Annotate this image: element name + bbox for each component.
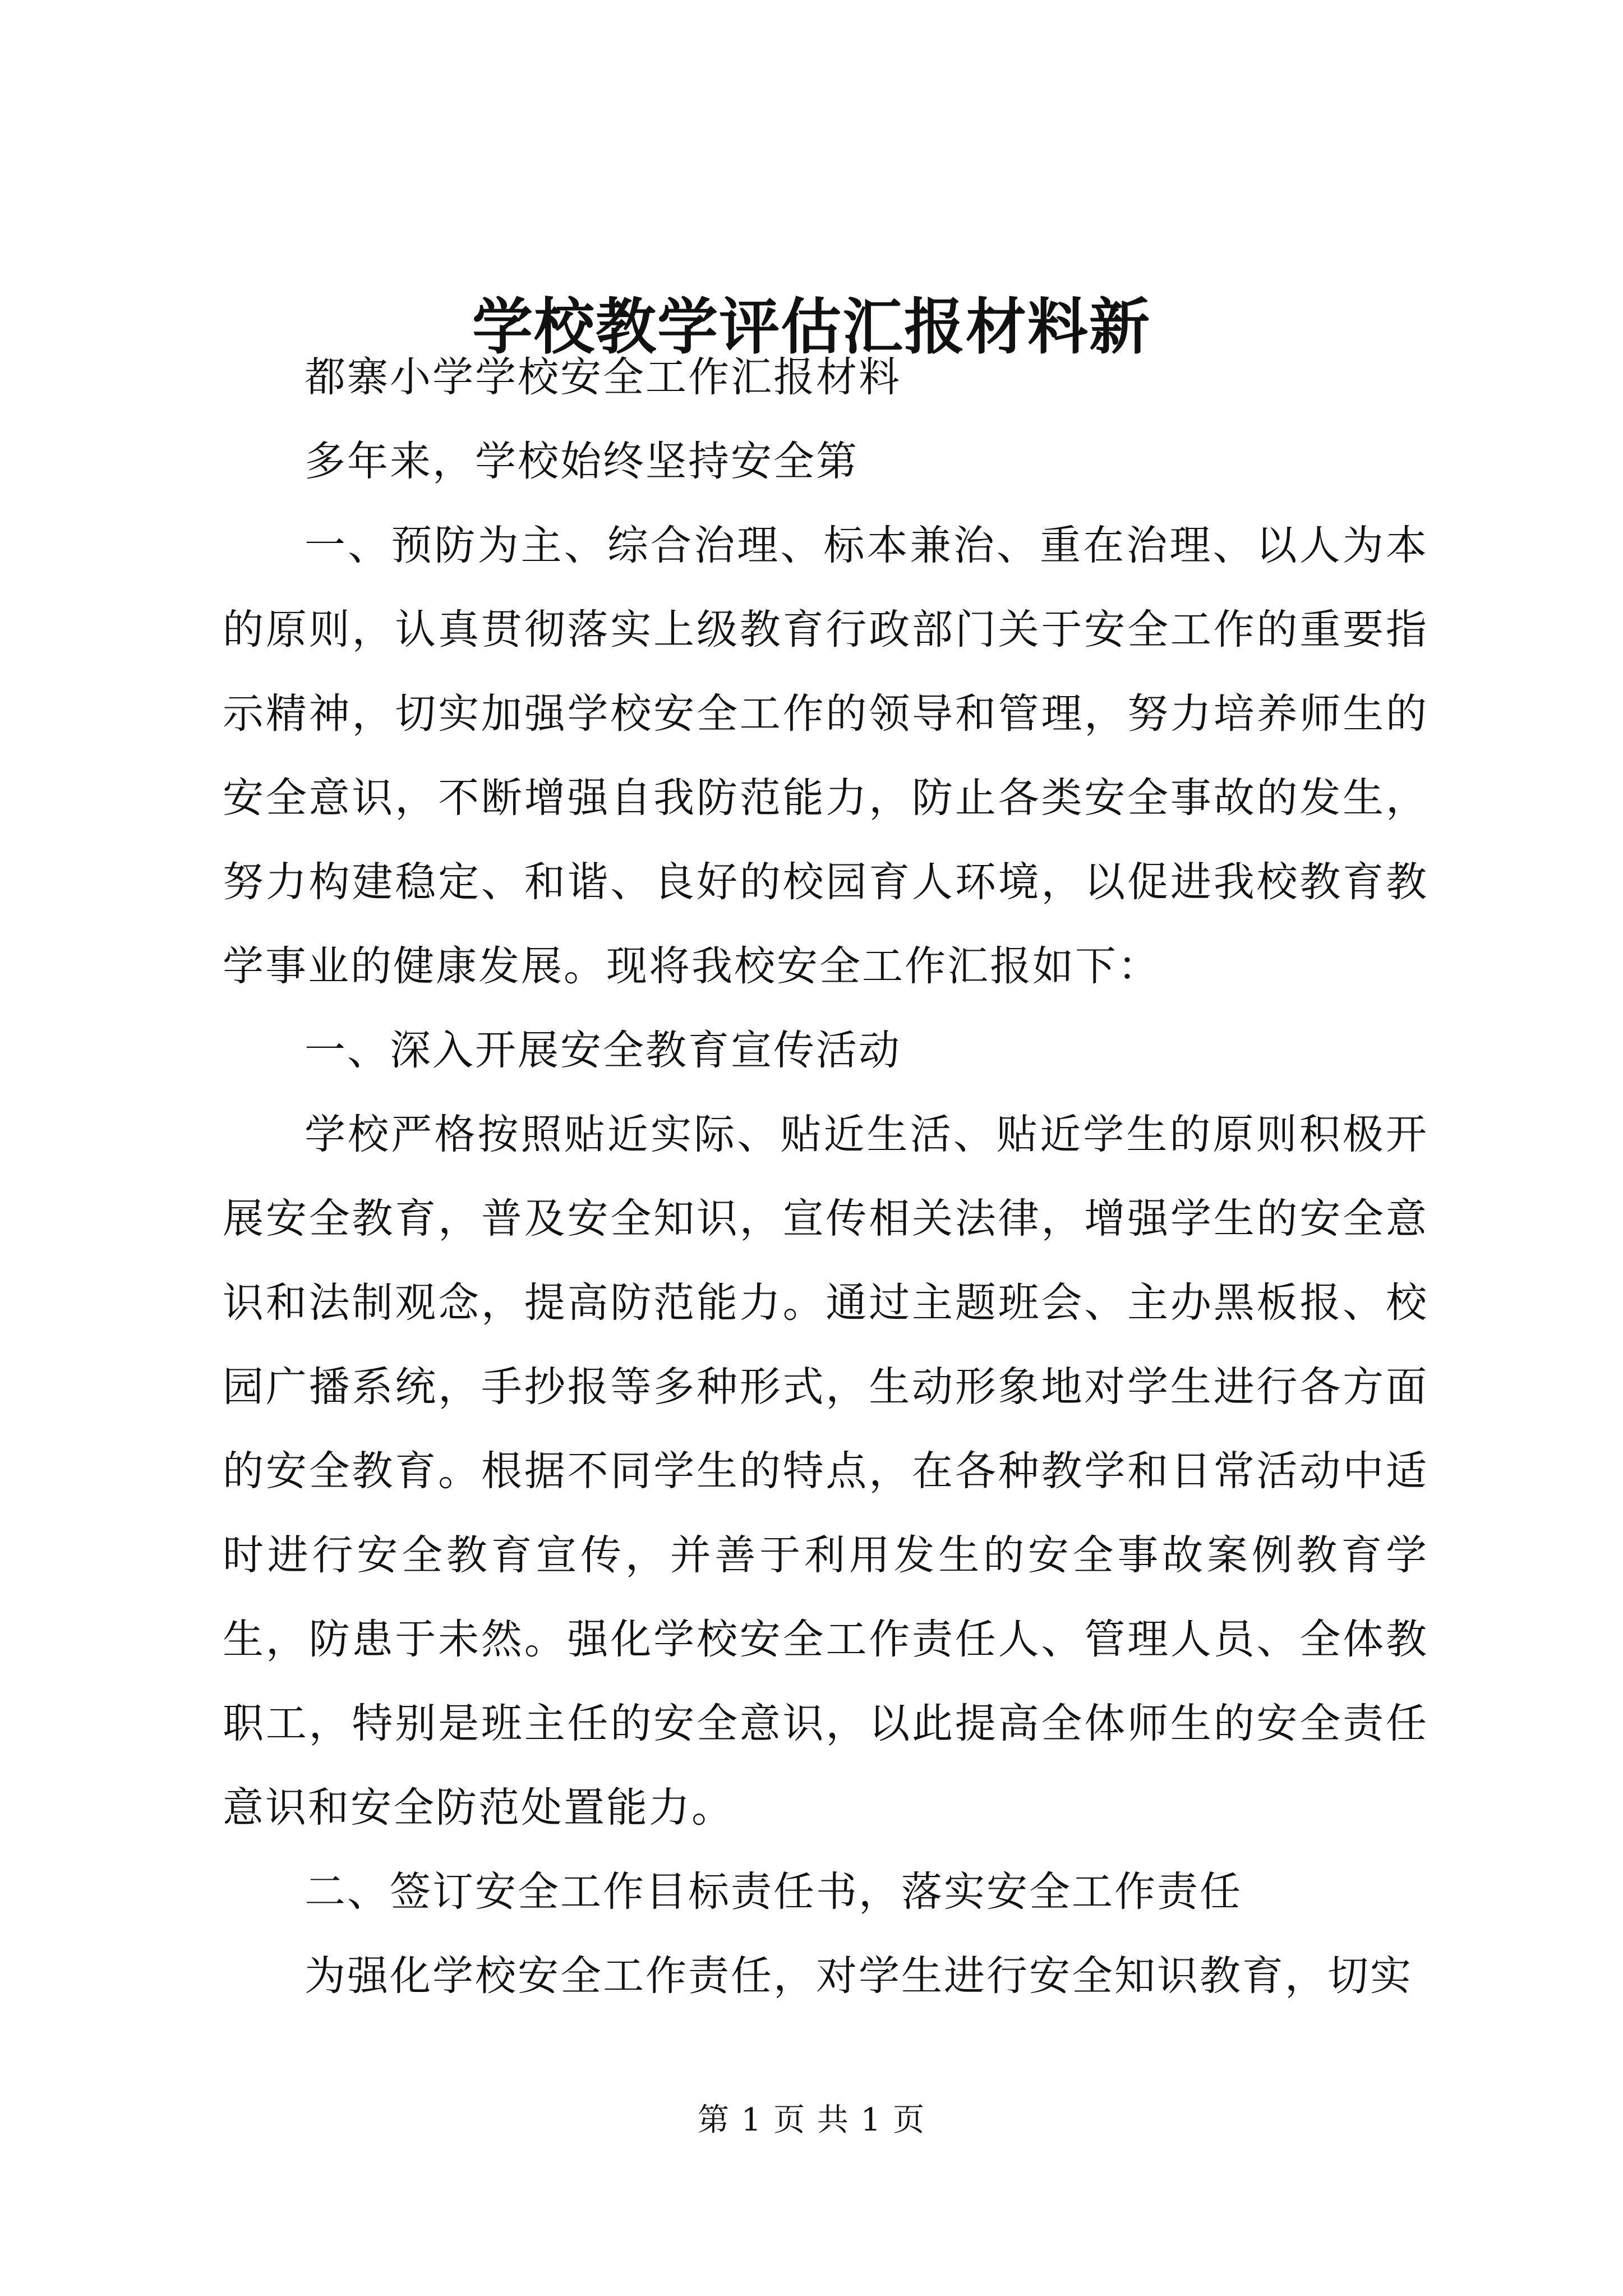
intro-line: 多年来，学校始终坚持安全第 (305, 438, 859, 485)
paragraph-section-1: 学校严格按照贴近实际、贴近生活、贴近学生的原则积极开展安全教育，普及安全知识，宣传相关法律，增强学生的安全意识和法制观念，提高防范能力。通过主题班会、主办黑板报、校园广播系统，手抄报等多种形式，生动形象地对学生进行各方面的安全教育。根据不同学生的特点，在各种教学和日常活动中适时进行安全教育宣传，并善于利用发生的安全事故案例教育学生，防患于未然。强化学校安全工作责任人、管理人员、全体教职工，特别是班主任的安全意识，以此提高全体师生的安全责任意识和安全防范处置能力。 (223, 1111, 1428, 1832)
subtitle: 都寨小学学校安全工作汇报材料 (305, 353, 901, 401)
section-heading-1: 一、深入开展安全教育宣传活动 (305, 1027, 901, 1074)
paragraph-principles: 一、预防为主、综合治理、标本兼治、重在治理、以人为本的原则，认真贯彻落实上级教育行政部门关于安全工作的重要指示精神，切实加强学校安全工作的领导和管理，努力培养师生的安全意识，不断增强自我防范能力，防止各类安全事故的发生，努力构建稳定、和谐、良好的校园育人环境，以促进我校教育教学事业的健康发展。现将我校安全工作汇报如下： (223, 522, 1428, 990)
page-footer: 第 1 页 共 1 页 (697, 2102, 926, 2138)
document-body (223, 335, 1428, 2018)
paragraph-section-2: 为强化学校安全工作责任，对学生进行安全知识教育，切实 (305, 1952, 1413, 2000)
document-title: 学校教学评估汇报材料新 (472, 292, 1151, 362)
section-heading-2: 二、签订安全工作目标责任书，落实安全工作责任 (305, 1868, 1242, 1916)
